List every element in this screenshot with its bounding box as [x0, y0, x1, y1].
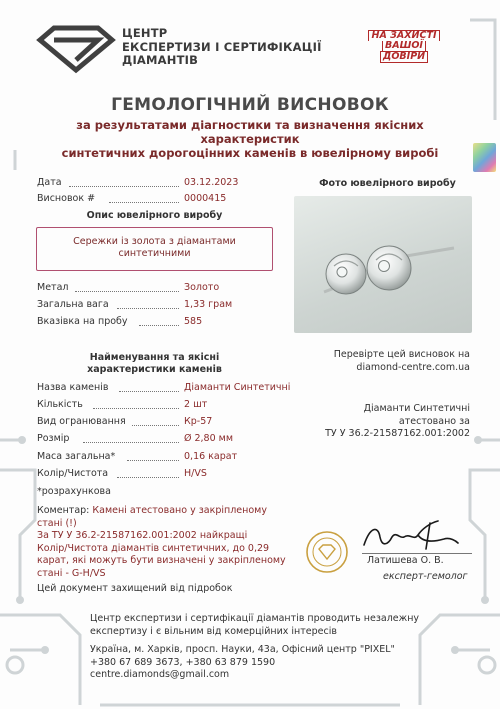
- comment-line3: Колір/Чистота діамантів синтетичних, до 0,29: [37, 542, 270, 554]
- email-line: centre.diamonds@gmail.com: [90, 669, 230, 680]
- comment-line2: За ТУ У 36.2-21587162.001:2002 найкращі: [37, 530, 248, 541]
- date-row: [37, 176, 277, 190]
- stone-row: [37, 398, 287, 412]
- comment-line4: карат, які можуть бути визначені у закріпленому: [37, 555, 286, 566]
- expert-name: Латишева О. В.: [367, 555, 444, 566]
- metal-row: [37, 281, 277, 295]
- earrings-image: [294, 196, 472, 333]
- color-clarity-label: Колір/Чистота: [37, 468, 109, 479]
- cut-value: Кр-57: [184, 416, 213, 427]
- verify-url: diamond-centre.com.ua: [356, 361, 470, 373]
- stone-row: [37, 467, 287, 481]
- footer-intro-line2: експертизу і є вільним від комерційних інтересів: [90, 625, 337, 637]
- certified-line1: Діаманти Синтетичні: [363, 403, 470, 414]
- total-mass-value: 0,16 карат: [184, 451, 238, 462]
- certified-line3: ТУ У 36.2-21587162.001:2002: [325, 428, 470, 439]
- slogan-line3: ДОВІРИ: [380, 51, 428, 63]
- anti-forgery-note: Цей документ захищений від підробок: [37, 583, 233, 594]
- certified-note: [280, 403, 470, 441]
- comment-line5: стані - G-H/VS: [37, 567, 106, 579]
- weight-label: Загальна вага: [37, 299, 109, 310]
- subtitle-line1: за результатами діагностики та визначення якісних характеристик: [76, 118, 424, 146]
- official-stamp-icon: [305, 530, 349, 574]
- total-mass-label: Маса загальна*: [37, 451, 116, 462]
- description-line2: синтетичними: [118, 248, 191, 259]
- stone-row: [37, 415, 287, 429]
- document-title: ГЕМОЛОГІЧНИЙ ВИСНОВОК: [111, 95, 389, 115]
- phone-line: +380 67 689 3673, +380 63 879 1590: [90, 656, 276, 668]
- certified-line2: атестовано за: [398, 415, 470, 427]
- weight-row: [37, 298, 277, 312]
- slogan-line2: ВАШОЇ: [382, 41, 426, 51]
- org-name: [122, 27, 322, 68]
- mass-footnote: *розрахункова: [37, 486, 111, 497]
- trust-slogan: [360, 30, 448, 63]
- hallmark-label: Вказівка на пробу: [37, 316, 128, 327]
- quantity-value: 2 шт: [184, 399, 208, 410]
- date-label: Дата: [37, 177, 62, 188]
- org-name-line1: ЦЕНТР: [122, 26, 168, 40]
- signature-line: [362, 553, 472, 554]
- stones-heading-line2: характеристики каменів: [87, 364, 222, 375]
- address-line: Україна, м. Харків, просп. Науки, 43а, Офісний центр "PIXEL": [90, 644, 395, 655]
- comment-block: [37, 505, 292, 596]
- hallmark-value: 585: [184, 316, 203, 327]
- stones-heading-line1: Найменування та якісні: [89, 352, 220, 363]
- item-description-box: [36, 227, 273, 271]
- stone-row: [37, 381, 291, 395]
- footer-intro-line1: Центр експертизи і сертифікації діамантів проводить незалежну: [90, 613, 420, 624]
- item-description-heading: Опис ювелірного виробу: [86, 210, 223, 221]
- footer-intro: [90, 613, 430, 638]
- hallmark-row: [37, 315, 277, 329]
- conclusion-row: [37, 192, 277, 206]
- cut-label: Вид огранювання: [37, 416, 126, 427]
- weight-value: 1,33 грам: [184, 299, 233, 310]
- metal-label: Метал: [37, 282, 69, 293]
- stone-name-label: Назва каменів: [37, 382, 109, 393]
- verify-note: [300, 349, 470, 374]
- jewelry-photo: [294, 196, 472, 333]
- metal-value: Золото: [184, 282, 220, 293]
- footer-contacts: [90, 644, 410, 682]
- expert-title: експерт-гемолог: [383, 571, 468, 582]
- date-value: 03.12.2023: [184, 177, 239, 188]
- stones-heading: [36, 352, 273, 376]
- size-value: Ø 2,80 мм: [184, 433, 234, 444]
- diamond-logo-icon: [36, 24, 116, 74]
- color-clarity-value: H/VS: [184, 468, 207, 479]
- verify-line1: Перевірте цей висновок на: [333, 349, 470, 360]
- size-label: Розмір: [37, 433, 70, 444]
- comment-line1: Камені атестовано у закріпленому стані (!): [37, 505, 267, 529]
- subtitle-line2: синтетичних дорогоцінних каменів в ювелірному виробі: [61, 146, 439, 160]
- quantity-label: Кількість: [37, 399, 83, 410]
- org-name-line3: ДІАМАНТІВ: [122, 53, 199, 67]
- slogan-line1: НА ЗАХИСТІ: [368, 30, 441, 41]
- document-subtitle: [40, 118, 460, 160]
- expert-signature: [360, 515, 460, 555]
- stone-name-value: Діаманти Синтетичні: [184, 382, 291, 393]
- hologram-sticker: [473, 143, 496, 172]
- photo-heading: Фото ювелірного виробу: [319, 178, 456, 189]
- description-line1: Сережки із золота з діамантами: [73, 236, 236, 247]
- stone-row: [37, 432, 287, 446]
- stone-row: [37, 450, 287, 464]
- comment-label: Коментар:: [37, 505, 93, 516]
- org-name-line2: ЕКСПЕРТИЗИ І СЕРТИФІКАЦІЇ: [122, 39, 322, 54]
- conclusion-label: Висновок #: [37, 193, 96, 204]
- conclusion-number: 0000415: [184, 193, 227, 204]
